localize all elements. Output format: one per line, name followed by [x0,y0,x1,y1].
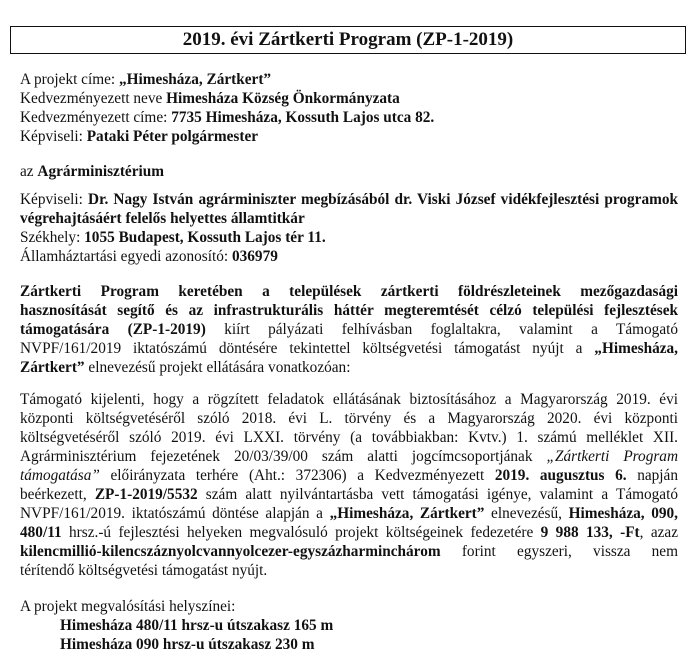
grant-amount-words: kilencmillió-kilencszáznyolcvannyolcezer-egyszázharminchárom [20,543,441,560]
locations-section [20,597,678,654]
decision-line [20,542,678,561]
project-title-label: A projekt címe: [20,71,119,88]
beneficiary-name-value: Himesháza Község Önkormányzata [166,90,400,107]
ministry-representative-line2: végrehajtásáért felelős helyettes államtitkár [20,210,305,227]
ministry-prefix: az [20,163,38,180]
decision-text: „Himesháza, Zártkert” [329,505,485,522]
ministry-section [20,190,678,266]
ministry-representative-label: Képviseli: [20,191,89,208]
decision-line: központi költségvetéséről szóló 2018. évi L. törvény és a Magyarország 2020. évi központi [20,410,678,427]
decision-text: Agrárminisztérium fejezetének 20/03/39/00 szám alatti jogcímcsoportjának [20,448,547,465]
beneficiary-name-label: Kedvezményezett neve [20,90,167,107]
beneficiary-address-line [20,108,678,127]
ministry-id-value: 036979 [231,248,278,265]
decision-line: költségvetéséről szóló 2019. évi LXXI. törvény (a továbbiakban: Kvtv.) 1. számú melléklet XII. [20,429,678,446]
intro-text: NVPF/161/2019 iktatószámú döntésére tekintettel költségvetési támogatást nyújt a [20,340,595,357]
ministry-heading [20,162,678,181]
intro-text: kiírt pályázati felhívásban foglaltakra, valamint a Támogató [205,321,679,338]
decision-line [20,523,678,542]
intro-paragraph [20,282,678,377]
decision-line [20,504,678,523]
project-title-line [20,70,678,89]
decision-text: NVPF/161/2019. iktatószámú döntése alapján a [20,505,330,522]
intro-text: támogatására (ZP-1-2019) [20,321,206,338]
ministry-seat-value: 1055 Budapest, Kossuth Lajos tér 11. [84,229,326,246]
decision-text: támogatása” [20,467,100,484]
ministry-name: Agrárminisztérium [37,163,164,180]
beneficiary-address-label: Kedvezményezett címe: [20,109,172,126]
grant-amount: 9 988 133, -Ft [540,524,640,541]
beneficiary-section [20,70,678,146]
intro-text: Zártkert” [20,359,85,376]
location-item: Himesháza 090 hrsz-u útszakasz 230 m [60,636,315,653]
intro-line: hasznosítását segítő és az infrastrukturális háttér megteremtését célzó települési fejlesztések [20,302,678,319]
intro-text: elnevezésű projekt ellátására vonatkozóan: [84,359,351,376]
decision-text: 480/11 [20,524,62,541]
decision-line [20,485,678,504]
decision-text: elnevezésű, [484,505,569,522]
beneficiary-representative-value: Pataki Péter polgármester [86,128,259,145]
decision-text: napján [626,467,678,484]
decision-text: forint egyszeri, vissza nem [440,543,678,560]
ministry-id-label: Államháztartási egyedi azonosító: [20,248,232,265]
intro-text: „Himesháza, [594,340,678,357]
decision-line [20,466,678,485]
decision-text: Himesháza, 090, [568,505,678,522]
ministry-id-line [20,247,678,266]
decision-text: beérkezett, [20,486,95,503]
decision-text: hrsz.-ú fejlesztési helyeken megvalósuló projekt költségeinek fedezetére [61,524,541,541]
ministry-representative-line1 [20,190,678,209]
ministry-seat-label: Székhely: [20,229,85,246]
document-title: 2019. évi Zártkerti Program (ZP-1-2019) [10,26,686,54]
decision-text: , azaz [639,524,679,541]
decision-text: szám alatt nyilvántartásba vett támogatási igénye, valamint a Támogató [197,486,678,503]
decision-text: „Zártkerti Program [546,448,678,465]
location-item: Himesháza 480/11 hrsz-u útszakasz 165 m [60,617,334,634]
locations-label: A projekt megvalósítási helyszínei: [20,598,236,615]
decision-date: 2019. augusztus 6. [494,467,627,484]
intro-line [20,339,678,358]
project-title-value: „Himesháza, Zártkert” [118,71,272,88]
intro-line: Zártkerti Program keretében a települések zártkerti földrészleteinek mezőgazdasági [20,283,678,300]
intro-line [20,320,678,339]
application-id: ZP-1-2019/5532 [94,486,198,503]
decision-line: Támogató kijelenti, hogy a rögzített feladatok ellátásának biztosításához a Magyarország 2019. évi [20,391,678,408]
decision-line [20,447,678,466]
beneficiary-representative-label: Képviseli: [20,128,87,145]
decision-paragraph [20,390,678,580]
beneficiary-address-value: 7735 Himesháza, Kossuth Lajos utca 82. [171,109,435,126]
ministry-representative-value1: Dr. Nagy István agrárminiszter megbízásából dr. Viski József vidékfejlesztési programok [88,191,679,208]
beneficiary-representative-line [20,127,678,146]
ministry-seat-line [20,228,678,247]
intro-line [20,358,678,377]
decision-line: térítendő költségvetési támogatást nyújt. [20,562,268,579]
decision-text: előirányzata terhére (Aht.: 372306) a Kedvezményezett [99,467,495,484]
beneficiary-name-line [20,89,678,108]
